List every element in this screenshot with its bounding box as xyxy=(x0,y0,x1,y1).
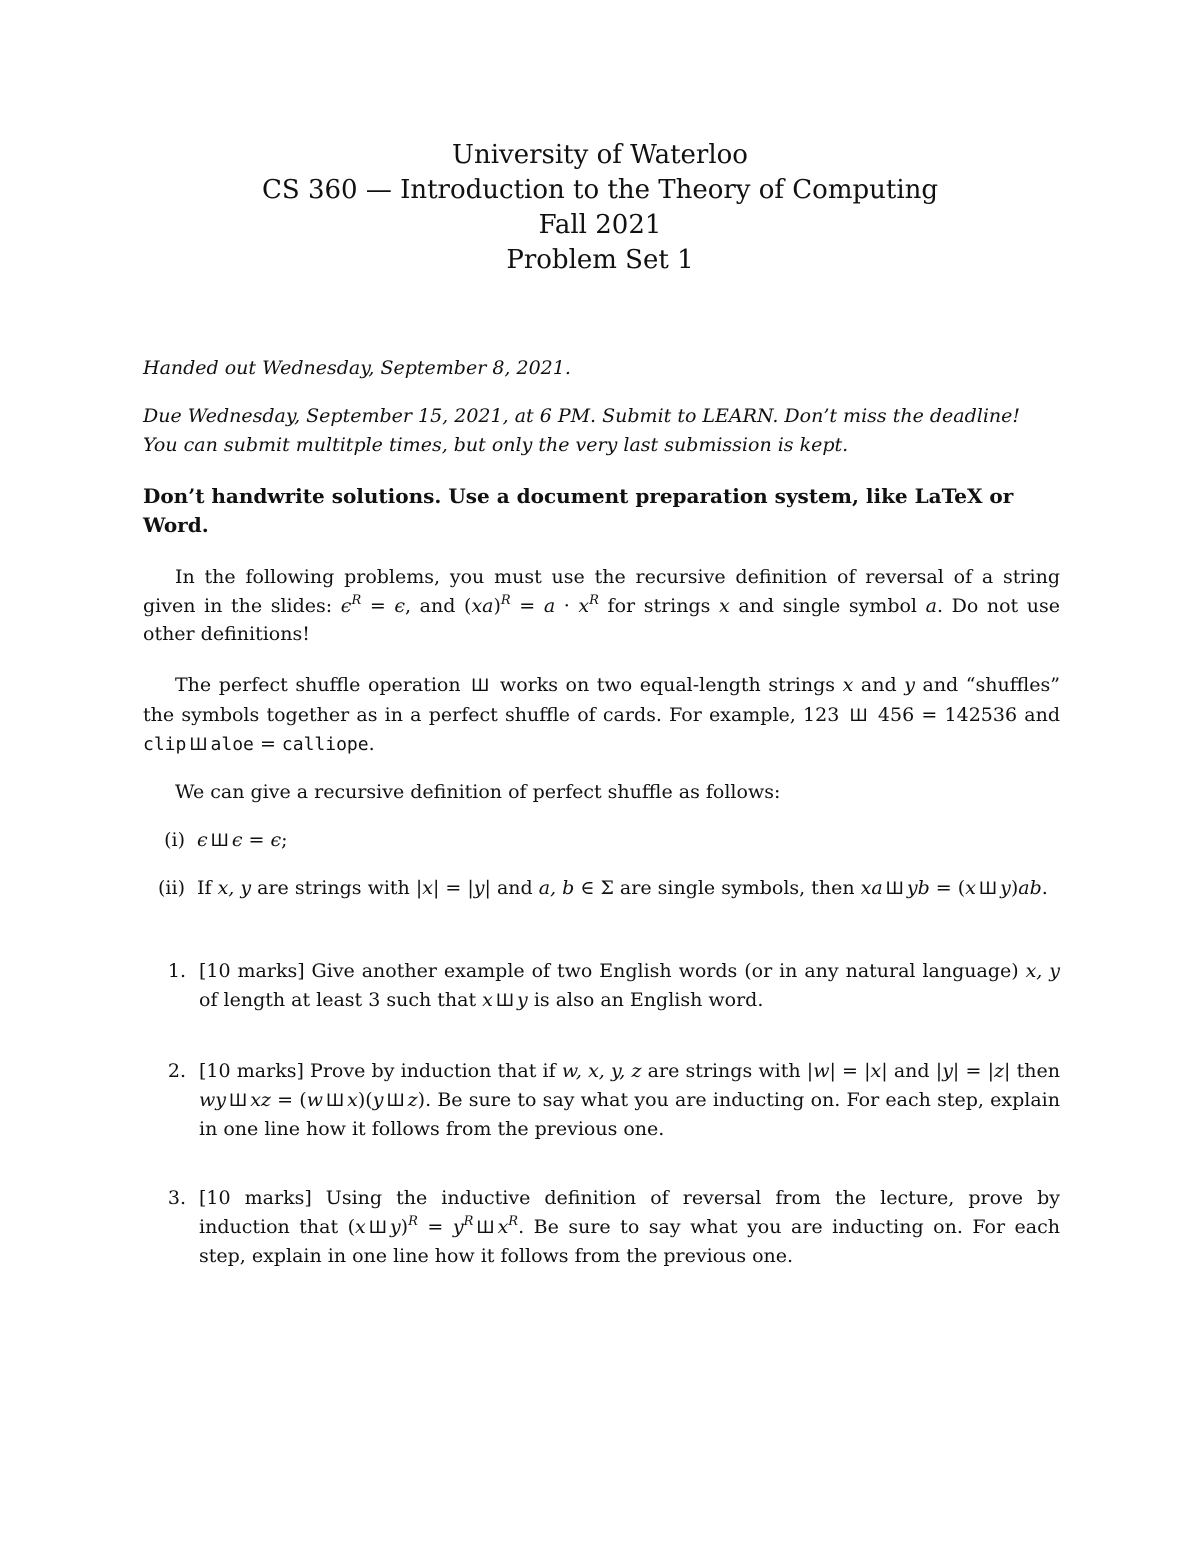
problem-1: [10 marks] Give another example of two English words (or in any natural language) x, y of length at least 3 such that x Ш y is also an English word. xyxy=(199,960,1061,1011)
problem-set-title: Problem Set 1 xyxy=(506,245,694,275)
university-name: University of Waterloo xyxy=(452,140,748,170)
handwriting-warning: Don’t handwrite solutions. Use a document preparation system, like LaTeX or Word. xyxy=(143,484,1014,537)
title-block xyxy=(0,138,1200,278)
definition-label-ii: (ii) xyxy=(158,877,185,899)
definition-recursive-case: If x, y are strings with |x| = |y| and a, b ∈ Σ are single symbols, then xa Ш yb = (x Ш y)ab. xyxy=(197,877,1048,899)
due-line: Due Wednesday, September 15, 2021, at 6 PM. Submit to LEARN. Don’t miss the deadline! xyxy=(143,405,1021,427)
problem-3-label: 3. xyxy=(167,1187,186,1209)
problem-2: [10 marks] Prove by induction that if w, x, y, z are strings with |w| = |x| and |y| = |z| then wy Ш xz = (w Ш x)(y Ш z). Be sure to say what you are inducting on. For each step, explain in one line how it follows from the previous one. xyxy=(199,1060,1060,1140)
definition-base-case: ϵ Ш ϵ = ϵ; xyxy=(197,829,288,851)
definition-label-i: (i) xyxy=(164,829,185,851)
handed-out-date: Handed out Wednesday, September 8, 2021. xyxy=(143,357,571,379)
shuffle-paragraph: The perfect shuffle operation Ш works on two equal-length strings x and y and “shuffles” the symbols together as in a perfect shuffle of cards. For example, 123 Ш 456 = 142536 and clip Ш aloe = calliope. xyxy=(143,674,1061,755)
recursive-definition-intro: We can give a recursive definition of perfect shuffle as follows: xyxy=(175,781,781,803)
submission-note: You can submit multitple times, but only the very last submission is kept. xyxy=(143,433,849,456)
reversal-definition-paragraph: In the following problems, you must use the recursive definition of reversal of a string given in the slides: $\epsilon^R = \epsilon$, and $(xa)^R = a \cdot x^R$ for strings x and single symbol a. Do not use other definitions! xyxy=(143,566,1061,645)
due-notice xyxy=(143,402,1060,459)
problem-3: [10 marks] Using the inductive definition of reversal from the lecture, prove by induction that (x Ш $y)^R = y^R$ Ш $x^R$. Be sure to say what you are inducting on. For each step, explain in one line how it follows from the previous one. xyxy=(199,1187,1060,1267)
shuffle-symbol-icon: Ш xyxy=(471,676,490,696)
problem-2-label: 2. xyxy=(167,1060,186,1082)
term: Fall 2021 xyxy=(538,210,662,240)
course-title: CS 360 — Introduction to the Theory of Computing xyxy=(261,175,939,205)
problem-1-label: 1. xyxy=(167,960,186,982)
